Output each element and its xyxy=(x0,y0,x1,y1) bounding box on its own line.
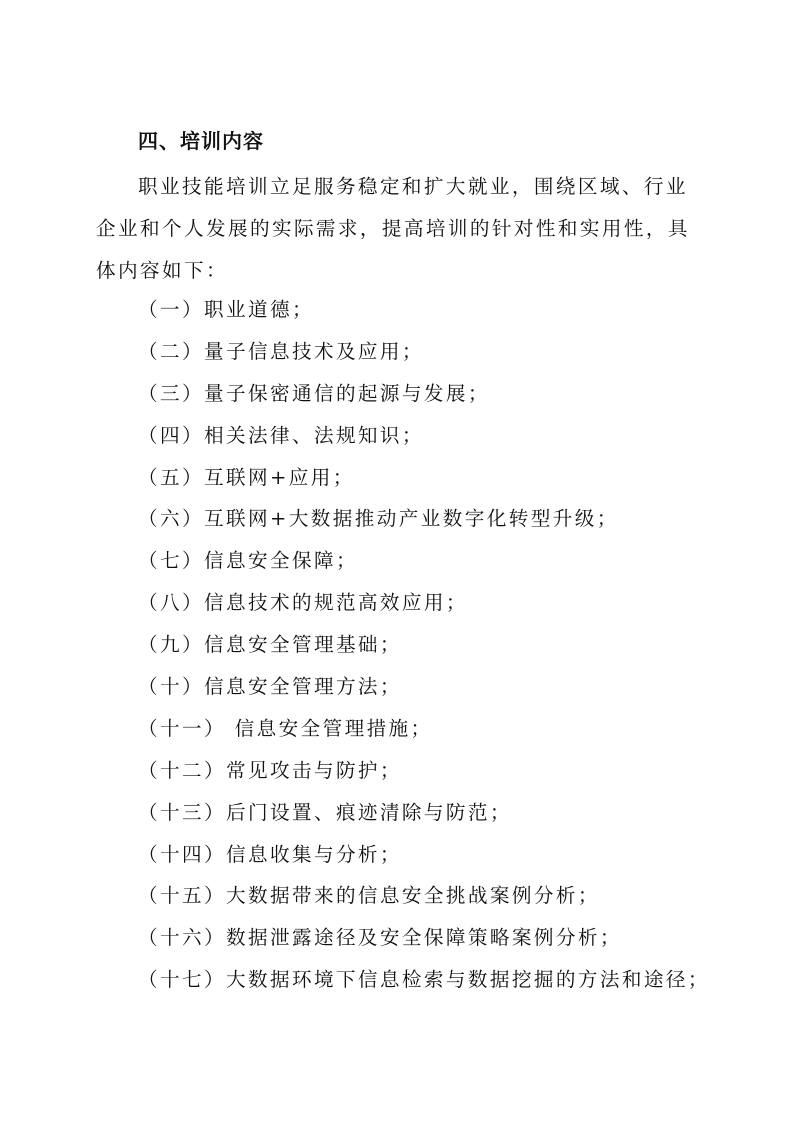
list-item: （十一） 信息安全管理措施； xyxy=(138,716,433,740)
list-item: （十四）信息收集与分析； xyxy=(138,842,402,866)
list-item: （十五）大数据带来的信息安全挑战案例分析； xyxy=(138,884,600,908)
list-item: （十二）常见攻击与防护； xyxy=(138,758,402,782)
list-item: （八）信息技术的规范高效应用； xyxy=(138,591,468,615)
list-item: （一）职业道德； xyxy=(138,298,314,321)
intro-line: 职业技能培训立足服务稳定和扩大就业，围绕区域、行业 xyxy=(138,175,688,198)
list-item: （九）信息安全管理基础； xyxy=(138,633,402,657)
intro-paragraph xyxy=(96,166,696,292)
list-item: （十三）后门设置、痕迹清除与防范； xyxy=(138,800,512,824)
list-item: （十七）大数据环境下信息检索与数据挖掘的方法和途径； xyxy=(138,968,710,992)
list-item: （十六）数据泄露途径及安全保障策略案例分析； xyxy=(138,926,622,950)
list-item: （四）相关法律、法规知识； xyxy=(138,423,424,447)
list-item: （十）信息安全管理方法； xyxy=(138,675,402,699)
list-item: （三）量子保密通信的起源与发展； xyxy=(138,381,490,405)
intro-line: 体内容如下： xyxy=(96,259,228,282)
intro-line: 企业和个人发展的实际需求，提高培训的针对性和实用性，具 xyxy=(96,217,690,240)
section-heading: 四、培训内容 xyxy=(138,129,264,153)
list-item: （七）信息安全保障； xyxy=(138,549,358,573)
content-list xyxy=(138,289,710,1001)
list-item: （五）互联网+应用； xyxy=(138,465,355,489)
list-item: （二）量子信息技术及应用； xyxy=(138,339,424,363)
list-item: （六）互联网+大数据推动产业数字化转型升级； xyxy=(138,507,619,531)
